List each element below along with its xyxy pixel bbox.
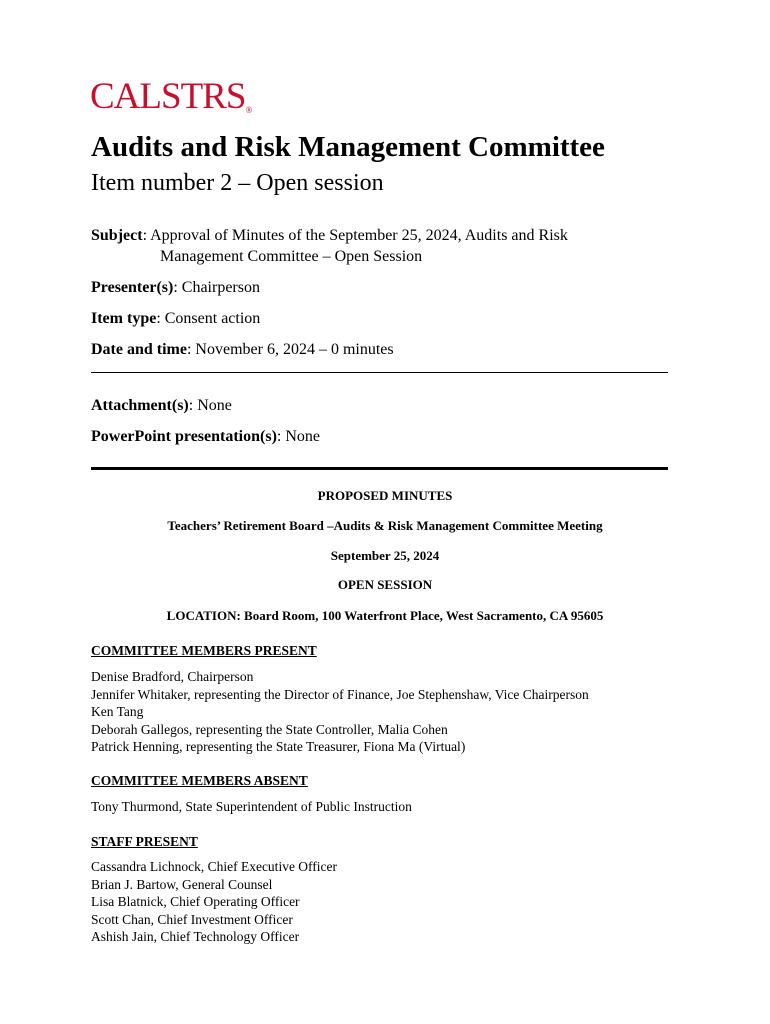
session-type: OPEN SESSION [337, 577, 433, 592]
date-time-field [91, 339, 394, 360]
divider [91, 372, 668, 373]
list-item: Cassandra Lichnock, Chief Executive Officer [91, 859, 338, 874]
registered-mark: ® [245, 105, 253, 115]
list-item: Deborah Gallegos, representing the State Controller, Malia Cohen [91, 721, 448, 737]
powerpoint-label: PowerPoint presentation(s) [91, 428, 277, 445]
item-type-value: : Consent action [156, 310, 261, 327]
subject-label: Subject [91, 227, 143, 244]
list-item: Denise Bradford, Chairperson [91, 669, 254, 684]
staff-present-list [91, 858, 337, 946]
powerpoint-field [91, 426, 320, 447]
list-item: Patrick Henning, representing the State Treasurer, Fiona Ma (Virtual) [91, 739, 466, 754]
meeting-date: September 25, 2024 [330, 548, 440, 563]
item-type-label: Item type [91, 310, 157, 327]
members-absent-list [91, 798, 412, 816]
members-present-heading: COMMITTEE MEMBERS PRESENT [91, 643, 317, 658]
list-item: Tony Thurmond, State Superintendent of Public Instruction [91, 799, 412, 814]
staff-present-heading: STAFF PRESENT [91, 834, 198, 849]
attachments-field [91, 395, 232, 416]
list-item: Ashish Jain, Chief Technology Officer [91, 929, 300, 944]
date-time-label: Date and time [91, 341, 187, 358]
presenter-value: : Chairperson [173, 279, 260, 296]
subject-value-continued: Management Committee – Open Session [160, 248, 423, 265]
divider-thick [91, 467, 668, 470]
list-item: Lisa Blatnick, Chief Operating Officer [91, 894, 300, 909]
calstrs-logo [90, 78, 252, 115]
members-present-list [91, 668, 589, 756]
minutes-heading: PROPOSED MINUTES [317, 488, 453, 503]
attachments-label: Attachment(s) [91, 397, 189, 414]
list-item: Scott Chan, Chief Investment Officer [91, 911, 293, 927]
presenter-label: Presenter(s) [91, 279, 174, 296]
logo-text: CALSTRS [90, 76, 246, 117]
list-item: Jennifer Whitaker, representing the Director of Finance, Joe Stephenshaw, Vice Chairperson [91, 686, 589, 702]
attachments-value: : None [188, 397, 232, 414]
powerpoint-value: : None [276, 428, 321, 445]
date-time-value: : November 6, 2024 – 0 minutes [186, 341, 394, 358]
presenter-field [91, 277, 260, 298]
subject-field [91, 225, 568, 246]
item-type-field [91, 308, 260, 329]
meeting-name: Teachers’ Retirement Board –Audits & Risk Management Committee Meeting [167, 518, 603, 533]
meeting-location: LOCATION: Board Room, 100 Waterfront Place, West Sacramento, CA 95605 [166, 608, 604, 623]
subject-value: : Approval of Minutes of the September 25, 2024, Audits and Risk [142, 227, 568, 244]
list-item: Brian J. Bartow, General Counsel [91, 876, 273, 892]
list-item: Ken Tang [91, 704, 144, 719]
page-subtitle: Item number 2 – Open session [91, 170, 384, 196]
members-absent-heading: COMMITTEE MEMBERS ABSENT [91, 773, 308, 788]
page-title: Audits and Risk Management Committee [91, 131, 605, 163]
